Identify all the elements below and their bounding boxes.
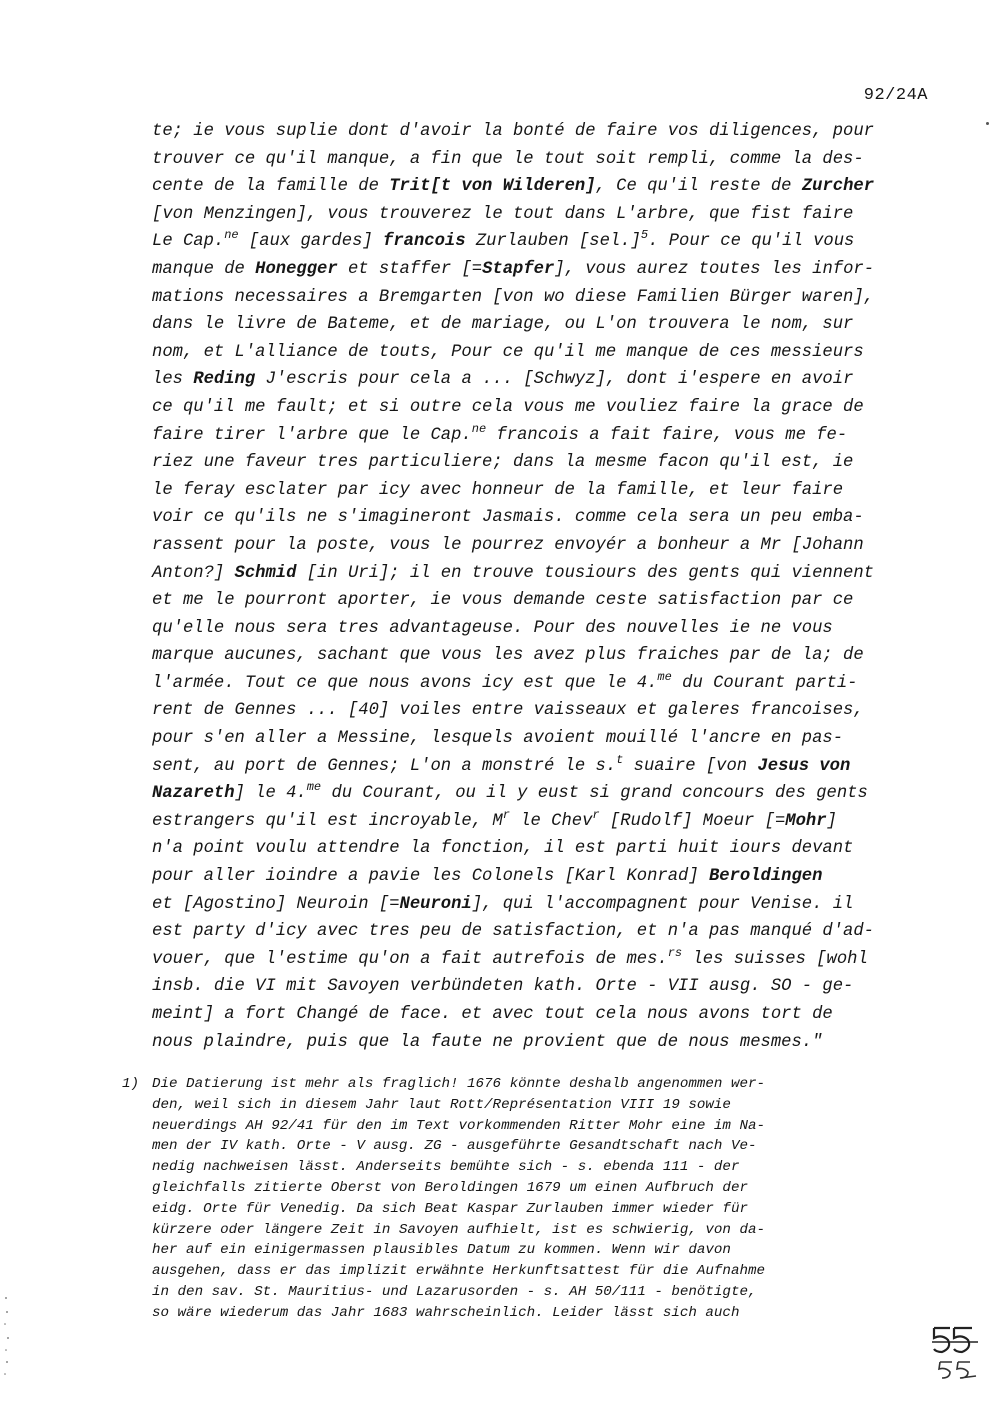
family-name: Neuroni bbox=[399, 894, 472, 914]
text-run: insb. die VI mit Savoyen verbündeten kath. Orte - VII ausg. SO - ge- bbox=[152, 977, 854, 997]
text-run: pour s'en aller a Messine, lesquels avoient mouillé l'ancre en pas- bbox=[152, 729, 844, 749]
body-line bbox=[152, 1001, 920, 1029]
body-line bbox=[152, 918, 920, 946]
body-line bbox=[152, 642, 920, 670]
text-run: trouver ce qu'il manque, a fin que le tout soit rempli, comme la des- bbox=[152, 149, 864, 169]
family-name: Zurcher bbox=[801, 177, 875, 197]
text-run: dans le livre de Bateme, et de mariage, ou L'on trouvera le nom, sur bbox=[152, 315, 854, 335]
text-run: du Courant parti- bbox=[671, 673, 858, 693]
text-run: rassent pour la poste, vous le pourrez envoyér a bonheur a Mr [Johann bbox=[152, 535, 864, 555]
text-run: Zurlauben [sel.] bbox=[465, 232, 641, 252]
footnote-line: gleichfalls zitierte Oberst von Beroldingen 1679 um einen Aufbruch der bbox=[152, 1179, 748, 1196]
text-run: [in Uri]; il en trouve tousiours des gents qui viennent bbox=[296, 563, 875, 583]
text-run: mations necessaires a Bremgarten [von wo diese Familien Bürger waren], bbox=[152, 287, 874, 307]
scan-speck bbox=[986, 122, 989, 125]
family-name: Beroldingen bbox=[708, 867, 823, 887]
superscript: me bbox=[306, 780, 322, 795]
person-name: francois bbox=[383, 232, 466, 252]
body-line bbox=[152, 670, 920, 698]
text-run: le feray esclater par icy avec honneur de la famille, et leur faire bbox=[152, 480, 844, 500]
body-line bbox=[152, 504, 920, 532]
body-line bbox=[152, 449, 920, 477]
text-run: du Courant, ou il y eust si grand concours des gents bbox=[321, 784, 868, 804]
text-run: estrangers qu'il est incroyable, M bbox=[152, 811, 503, 831]
text-run: riez une faveur tres particuliere; dans la mesme facon qu'il est, ie bbox=[152, 453, 854, 473]
family-name: Mohr bbox=[785, 811, 827, 831]
footnote-line: eidg. Orte für Venedig. Da sich Beat Kaspar Zurlauben immer wieder für bbox=[152, 1200, 748, 1217]
text-run: nom, et L'alliance de touts, Pour ce qu'il me manque de ces messieurs bbox=[152, 342, 864, 362]
text-run: pour aller ioindre a pavie les Colonels [Karl Konrad] bbox=[152, 867, 709, 887]
text-run: [von Menzingen], vous trouverez le tout dans L'arbre, que fist faire bbox=[152, 204, 854, 224]
body-line bbox=[152, 228, 920, 256]
body-line bbox=[152, 284, 920, 312]
letter-body bbox=[152, 118, 920, 1056]
footnote-reference: 5 bbox=[640, 228, 649, 243]
text-run: te; ie vous suplie dont d'avoir la bonté de faire vos diligences, pour bbox=[152, 122, 874, 141]
text-run: ] le 4. bbox=[234, 784, 307, 804]
text-run: les bbox=[152, 370, 194, 390]
text-run: qu'elle nous sera tres advantageuse. Pour des nouvelles ie ne vous bbox=[152, 618, 833, 638]
body-line bbox=[152, 780, 920, 808]
text-run: [Rudolf] Moeur [= bbox=[599, 811, 786, 831]
text-run: et staffer [= bbox=[337, 259, 483, 279]
footnote-line: in den sav. St. Mauritius- und Lazarusorden - s. AH 50/111 - benötigte, bbox=[152, 1283, 757, 1300]
text-run: , Ce qu'il reste de bbox=[595, 177, 802, 197]
footnote-line: den, weil sich in diesem Jahr laut Rott/Représentation VIII 19 sowie bbox=[152, 1096, 731, 1113]
text-run: J'escris pour cela a ... [Schwyz], dont i'espere en avoir bbox=[255, 370, 854, 390]
footnote-line: so wäre wiederum das Jahr 1683 wahrscheinlich. Leider lässt sich auch bbox=[152, 1304, 740, 1321]
superscript: ne bbox=[224, 228, 239, 243]
text-run: ], vous aurez toutes les infor- bbox=[554, 259, 875, 279]
page-number: 92/24A bbox=[863, 86, 928, 105]
superscript: ne bbox=[471, 421, 487, 436]
text-run: nous plaindre, puis que la faute ne provient que de nous mesmes." bbox=[152, 1032, 823, 1052]
body-line bbox=[152, 394, 920, 422]
footnote-line: her auf ein einigermassen plausibles Datum zu kommen. Wenn wir davon bbox=[152, 1242, 731, 1259]
person-name: Nazareth bbox=[152, 784, 235, 804]
superscript: r bbox=[502, 807, 510, 822]
superscript: t bbox=[616, 752, 624, 767]
superscript: r bbox=[592, 807, 600, 822]
text-run: meint] a fort Changé de face. et avec tout cela nous avons tort de bbox=[152, 1005, 833, 1024]
text-run: cente de la famille de bbox=[152, 177, 390, 197]
body-line bbox=[152, 753, 920, 781]
footnote-line: neuerdings AH 92/41 für den im Text vorkommenden Ritter Mohr eine im Na- bbox=[152, 1117, 765, 1134]
text-run: marque aucunes, sachant que vous les avez plus fraiches par de la; de bbox=[152, 646, 864, 666]
text-run: ] bbox=[826, 811, 837, 831]
text-run: et [Agostino] Neuroin [= bbox=[152, 894, 400, 914]
text-run: [aux gardes] bbox=[238, 232, 384, 252]
body-line bbox=[152, 615, 920, 643]
text-run: francois a fait faire, vous me fe- bbox=[486, 425, 848, 445]
text-run: vouer, que l'estime qu'on a fait autrefois de mes. bbox=[152, 949, 668, 969]
body-line bbox=[152, 891, 920, 919]
body-line bbox=[152, 477, 920, 505]
text-run: suaire [von bbox=[623, 756, 758, 776]
body-line bbox=[152, 256, 920, 284]
text-run: . Pour ce qu'il vous bbox=[648, 232, 855, 252]
body-line bbox=[152, 532, 920, 560]
superscript: rs bbox=[667, 945, 683, 960]
body-line bbox=[152, 863, 920, 891]
text-run: sent, au port de Gennes; L'on a monstré le s. bbox=[152, 756, 617, 776]
footnote bbox=[122, 1074, 932, 1324]
text-run: rent de Gennes ... [40] voiles entre vaisseaux et galeres francoises, bbox=[152, 701, 864, 721]
handwritten-folio-mark bbox=[928, 1322, 984, 1382]
text-run: est party d'icy avec tres peu de satisfaction, et n'a pas manqué d'ad- bbox=[152, 922, 874, 942]
body-line bbox=[152, 808, 920, 836]
text-run: ], qui l'accompagnent pour Venise. il bbox=[471, 894, 854, 914]
family-name: Honegger bbox=[255, 259, 338, 279]
footnote-marker: 1) bbox=[122, 1076, 140, 1092]
text-run: l'armée. Tout ce que nous avons icy est que le 4. bbox=[152, 673, 658, 693]
footnote-line: men der IV kath. Orte - V ausg. ZG - ausgeführte Gesandtschaft nach Ve- bbox=[152, 1138, 757, 1155]
family-name: Stapfer bbox=[482, 259, 555, 279]
footnote-line: kürzere oder längere Zeit in Savoyen aufhielt, ist es schwierig, von da- bbox=[152, 1221, 765, 1238]
body-line bbox=[152, 946, 920, 974]
body-line bbox=[152, 339, 920, 367]
body-line bbox=[152, 146, 920, 174]
body-line bbox=[152, 587, 920, 615]
footnote-line: Die Datierung ist mehr als fraglich! 1676 könnte deshalb angenommen wer- bbox=[152, 1076, 765, 1092]
body-line bbox=[152, 311, 920, 339]
text-run: ce qu'il me fault; et si outre cela vous me vouliez faire la grace de bbox=[152, 397, 864, 417]
family-name: Reding bbox=[193, 370, 256, 390]
footnote-line: ausgehen, dass er das implizit erwähnte Herkunftsattest für die Aufnahme bbox=[152, 1263, 765, 1280]
body-line bbox=[152, 725, 920, 753]
text-run: et me le pourront aporter, ie vous demande ceste satisfaction par ce bbox=[152, 591, 854, 611]
body-line bbox=[152, 1029, 920, 1057]
text-run: Anton?] bbox=[152, 563, 235, 583]
body-line bbox=[152, 697, 920, 725]
text-run: Le Cap. bbox=[152, 232, 225, 252]
person-name: Schmid bbox=[234, 563, 297, 583]
body-line bbox=[152, 835, 920, 863]
body-line bbox=[152, 366, 920, 394]
text-run: le Chev bbox=[509, 811, 593, 831]
text-run: n'a point voulu attendre la fonction, il est parti huit iours devant bbox=[152, 839, 854, 859]
text-run: les suisses [wohl bbox=[682, 949, 868, 969]
body-line bbox=[152, 560, 920, 588]
text-run: faire tirer l'arbre que le Cap. bbox=[152, 425, 472, 445]
text-run: voir ce qu'ils ne s'imagineront Jasmais. comme cela sera un peu emba- bbox=[152, 508, 864, 528]
body-line bbox=[152, 201, 920, 229]
person-name: Jesus von bbox=[757, 756, 851, 776]
body-line bbox=[152, 173, 920, 201]
body-line bbox=[152, 422, 920, 450]
footnote-line: nedig nachweisen lässt. Anderseits bemühte sich - s. ebenda 111 - der bbox=[152, 1159, 740, 1176]
text-run: manque de bbox=[152, 259, 256, 279]
body-line bbox=[152, 118, 920, 146]
margin-scan-marks bbox=[2, 1290, 12, 1380]
superscript: me bbox=[657, 669, 672, 684]
family-name: Trit[t von Wilderen] bbox=[389, 177, 596, 197]
body-line bbox=[152, 973, 920, 1001]
